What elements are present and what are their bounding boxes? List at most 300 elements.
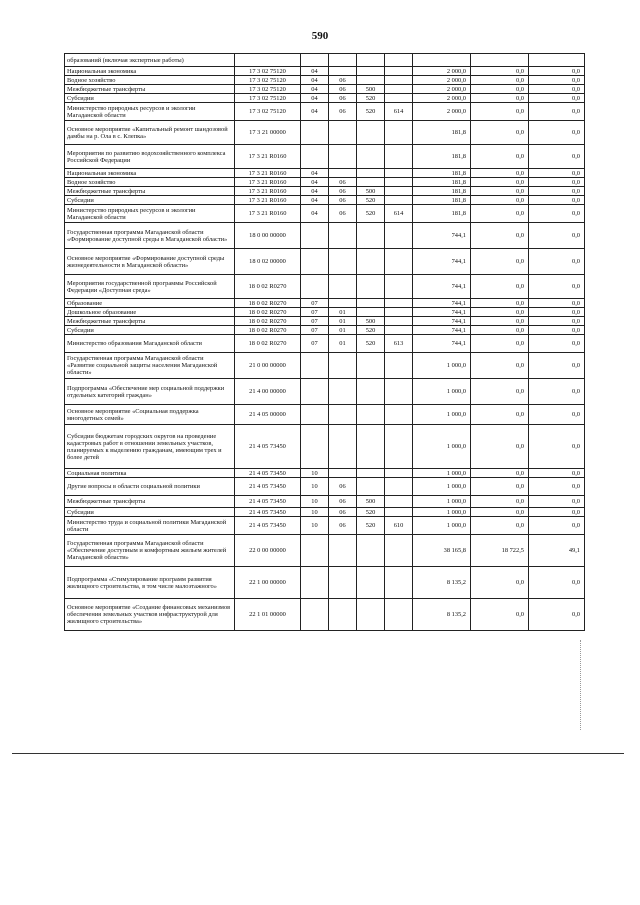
row-amount-other: 0,0 (529, 67, 585, 76)
row-name: Национальная экономика (65, 169, 235, 178)
row-expense-type (357, 469, 385, 478)
table-row (65, 145, 585, 169)
row-target-code: 18 0 02 R0270 (235, 317, 301, 326)
row-amount-total: 2 000,0 (413, 85, 471, 94)
row-amount-federal: 0,0 (471, 121, 529, 145)
row-administrator (385, 85, 413, 94)
row-administrator (385, 469, 413, 478)
row-administrator (385, 196, 413, 205)
row-amount-other: 0,0 (529, 379, 585, 405)
table-row (65, 379, 585, 405)
row-amount-total: 744,1 (413, 335, 471, 353)
row-amount-federal: 0,0 (471, 425, 529, 469)
table-row (65, 599, 585, 631)
row-amount-other: 0,0 (529, 478, 585, 496)
row-amount-total: 1 000,0 (413, 379, 471, 405)
row-amount-total: 744,1 (413, 223, 471, 249)
row-administrator (385, 599, 413, 631)
table-row (65, 317, 585, 326)
row-administrator (385, 326, 413, 335)
row-amount-federal: 0,0 (471, 169, 529, 178)
row-target-code: 17 3 21 R0160 (235, 169, 301, 178)
table-row (65, 326, 585, 335)
row-amount-federal: 0,0 (471, 326, 529, 335)
row-section: 04 (301, 205, 329, 223)
table-row (65, 405, 585, 425)
row-name: Субсидии (65, 94, 235, 103)
row-amount-federal: 18 722,5 (471, 535, 529, 567)
table-row (65, 275, 585, 299)
row-administrator (385, 425, 413, 469)
table-row (65, 353, 585, 379)
row-subsection (329, 379, 357, 405)
row-subsection (329, 275, 357, 299)
row-target-code: 18 0 00 00000 (235, 223, 301, 249)
row-expense-type: 500 (357, 496, 385, 508)
row-subsection: 01 (329, 326, 357, 335)
row-section: 10 (301, 496, 329, 508)
row-amount-federal: 0,0 (471, 469, 529, 478)
row-amount-total: 1 000,0 (413, 478, 471, 496)
row-amount-federal: 0,0 (471, 405, 529, 425)
row-name: Межбюджетные трансферты (65, 317, 235, 326)
row-amount-total: 744,1 (413, 249, 471, 275)
table-row (65, 94, 585, 103)
row-amount-federal: 0,0 (471, 76, 529, 85)
row-subsection: 06 (329, 205, 357, 223)
budget-table-body (65, 54, 585, 631)
row-administrator: 610 (385, 517, 413, 535)
row-amount-other: 0,0 (529, 169, 585, 178)
row-amount-total: 181,8 (413, 145, 471, 169)
row-section: 04 (301, 76, 329, 85)
row-subsection: 06 (329, 508, 357, 517)
row-expense-type (357, 299, 385, 308)
row-expense-type (357, 379, 385, 405)
table-row (65, 535, 585, 567)
row-administrator (385, 249, 413, 275)
row-expense-type: 520 (357, 517, 385, 535)
row-expense-type (357, 308, 385, 317)
row-target-code: 17 3 21 R0160 (235, 196, 301, 205)
row-amount-other: 0,0 (529, 103, 585, 121)
row-name: Подпрограмма «Стимулирование программ развития жилищного строительства, в том числе малоэтажного» (65, 567, 235, 599)
row-subsection (329, 405, 357, 425)
row-name: Министерство природных ресурсов и экологии Магаданской области (65, 103, 235, 121)
row-amount-total: 8 135,2 (413, 567, 471, 599)
row-amount-total: 1 000,0 (413, 469, 471, 478)
row-section (301, 54, 329, 67)
row-subsection (329, 121, 357, 145)
row-amount-federal: 0,0 (471, 496, 529, 508)
row-amount-total: 1 000,0 (413, 508, 471, 517)
row-administrator (385, 275, 413, 299)
row-name: Мероприятия государственной программы Российской Федерации «Доступная среда» (65, 275, 235, 299)
row-section (301, 121, 329, 145)
row-name: Межбюджетные трансферты (65, 496, 235, 508)
row-amount-other: 0,0 (529, 187, 585, 196)
table-row (65, 205, 585, 223)
row-name: Субсидии (65, 508, 235, 517)
row-section: 10 (301, 478, 329, 496)
row-amount-other: 0,0 (529, 223, 585, 249)
row-section: 04 (301, 103, 329, 121)
row-section (301, 223, 329, 249)
row-subsection (329, 249, 357, 275)
row-target-code: 21 4 05 73450 (235, 508, 301, 517)
row-target-code: 17 3 02 75120 (235, 85, 301, 94)
row-section (301, 405, 329, 425)
row-target-code: 18 0 02 R0270 (235, 335, 301, 353)
row-amount-federal: 0,0 (471, 178, 529, 187)
table-row (65, 496, 585, 508)
row-amount-total: 1 000,0 (413, 425, 471, 469)
row-expense-type: 520 (357, 508, 385, 517)
row-expense-type: 520 (357, 94, 385, 103)
row-amount-federal: 0,0 (471, 308, 529, 317)
row-amount-other: 0,0 (529, 317, 585, 326)
row-name: Образование (65, 299, 235, 308)
row-expense-type: 520 (357, 326, 385, 335)
row-section: 07 (301, 335, 329, 353)
table-row (65, 308, 585, 317)
row-amount-federal: 0,0 (471, 145, 529, 169)
row-subsection (329, 67, 357, 76)
row-name: Государственная программа Магаданской области «Развитие социальной защиты населения Магаданской области» (65, 353, 235, 379)
row-amount-total: 1 000,0 (413, 353, 471, 379)
row-target-code: 17 3 21 R0160 (235, 145, 301, 169)
row-section: 07 (301, 308, 329, 317)
row-subsection: 06 (329, 517, 357, 535)
row-expense-type (357, 405, 385, 425)
row-name: Мероприятия по развитию водохозяйственного комплекса Российской Федерации (65, 145, 235, 169)
row-target-code: 17 3 21 R0160 (235, 187, 301, 196)
row-name: Дошкольное образование (65, 308, 235, 317)
row-administrator (385, 121, 413, 145)
row-amount-total: 1 000,0 (413, 517, 471, 535)
row-administrator (385, 76, 413, 85)
row-amount-federal: 0,0 (471, 299, 529, 308)
table-row (65, 169, 585, 178)
row-amount-other: 0,0 (529, 308, 585, 317)
row-amount-other: 0,0 (529, 299, 585, 308)
row-section: 04 (301, 85, 329, 94)
row-name: Министерство природных ресурсов и экологии Магаданской области (65, 205, 235, 223)
row-expense-type (357, 275, 385, 299)
row-administrator (385, 169, 413, 178)
row-name: Министерство труда и социальной политики Магаданской области (65, 517, 235, 535)
row-subsection: 06 (329, 103, 357, 121)
row-subsection: 06 (329, 94, 357, 103)
row-section: 04 (301, 178, 329, 187)
row-amount-federal: 0,0 (471, 67, 529, 76)
row-target-code: 18 0 02 R0270 (235, 326, 301, 335)
row-amount-total: 181,8 (413, 187, 471, 196)
row-amount-federal: 0,0 (471, 85, 529, 94)
row-subsection (329, 169, 357, 178)
row-section (301, 535, 329, 567)
row-amount-federal: 0,0 (471, 478, 529, 496)
row-administrator: 613 (385, 335, 413, 353)
row-amount-total: 8 135,2 (413, 599, 471, 631)
row-name: образований (включая экспертные работы) (65, 54, 235, 67)
row-administrator (385, 308, 413, 317)
row-target-code: 22 1 00 00000 (235, 567, 301, 599)
row-amount-other: 0,0 (529, 517, 585, 535)
row-amount-total: 2 000,0 (413, 94, 471, 103)
row-amount-other: 0,0 (529, 121, 585, 145)
table-row (65, 508, 585, 517)
row-amount-other: 0,0 (529, 85, 585, 94)
row-expense-type: 500 (357, 85, 385, 94)
row-amount-federal (471, 54, 529, 67)
row-section (301, 353, 329, 379)
row-name: Водное хозяйство (65, 178, 235, 187)
row-subsection: 06 (329, 76, 357, 85)
row-name: Водное хозяйство (65, 76, 235, 85)
row-name: Основное мероприятие «Создание финансовых механизмов обеспечения земельных участков инфраструктурой для жилищного строительства» (65, 599, 235, 631)
row-name: Основное мероприятие «Социальная поддержка многодетных семей» (65, 405, 235, 425)
row-subsection: 01 (329, 308, 357, 317)
table-row (65, 299, 585, 308)
table-row (65, 196, 585, 205)
table-row (65, 223, 585, 249)
row-amount-federal: 0,0 (471, 517, 529, 535)
row-amount-other: 0,0 (529, 76, 585, 85)
row-amount-other: 0,0 (529, 599, 585, 631)
row-administrator (385, 353, 413, 379)
table-row (65, 76, 585, 85)
row-amount-other: 49,1 (529, 535, 585, 567)
row-amount-total: 38 165,8 (413, 535, 471, 567)
row-amount-federal: 0,0 (471, 249, 529, 275)
row-amount-other: 0,0 (529, 94, 585, 103)
row-amount-federal: 0,0 (471, 103, 529, 121)
row-administrator (385, 178, 413, 187)
row-section: 07 (301, 326, 329, 335)
row-expense-type (357, 249, 385, 275)
row-subsection (329, 299, 357, 308)
row-amount-total: 744,1 (413, 317, 471, 326)
row-target-code: 22 1 01 00000 (235, 599, 301, 631)
row-amount-federal: 0,0 (471, 379, 529, 405)
row-name: Межбюджетные трансферты (65, 85, 235, 94)
row-subsection: 06 (329, 196, 357, 205)
table-row (65, 335, 585, 353)
row-name: Государственная программа Магаданской области «Обеспечение доступным и комфортным жильем жителей Магаданской области» (65, 535, 235, 567)
row-amount-other: 0,0 (529, 405, 585, 425)
table-row (65, 469, 585, 478)
row-administrator (385, 508, 413, 517)
budget-table (64, 53, 585, 631)
row-section (301, 599, 329, 631)
row-expense-type (357, 178, 385, 187)
row-expense-type: 500 (357, 187, 385, 196)
row-section (301, 425, 329, 469)
row-name: Субсидии бюджетам городских округов на проведение кадастровых работ в отношении земельных участков, планируемых к выделению гражданам, имеющим трех и более детей (65, 425, 235, 469)
row-amount-federal: 0,0 (471, 223, 529, 249)
row-amount-federal: 0,0 (471, 353, 529, 379)
row-section: 10 (301, 517, 329, 535)
row-subsection (329, 54, 357, 67)
row-amount-total: 744,1 (413, 275, 471, 299)
row-section (301, 379, 329, 405)
row-administrator (385, 496, 413, 508)
row-subsection (329, 567, 357, 599)
row-administrator (385, 145, 413, 169)
row-subsection (329, 353, 357, 379)
row-amount-other: 0,0 (529, 469, 585, 478)
row-name: Основное мероприятие «Формирование доступной среды жизнедеятельности в Магаданской области» (65, 249, 235, 275)
row-amount-other: 0,0 (529, 205, 585, 223)
row-amount-federal: 0,0 (471, 508, 529, 517)
row-target-code: 21 0 00 00000 (235, 353, 301, 379)
row-target-code: 21 4 05 73450 (235, 478, 301, 496)
row-subsection (329, 599, 357, 631)
row-amount-total: 181,8 (413, 178, 471, 187)
row-subsection: 06 (329, 187, 357, 196)
row-expense-type: 520 (357, 335, 385, 353)
table-row (65, 67, 585, 76)
row-amount-other: 0,0 (529, 326, 585, 335)
row-section: 07 (301, 317, 329, 326)
row-section: 04 (301, 196, 329, 205)
row-name: Подпрограмма «Обеспечение мер социальной поддержки отдельных категорий граждан» (65, 379, 235, 405)
row-administrator (385, 299, 413, 308)
row-administrator (385, 67, 413, 76)
row-amount-total: 1 000,0 (413, 405, 471, 425)
row-administrator (385, 405, 413, 425)
row-amount-total: 181,8 (413, 196, 471, 205)
row-administrator (385, 478, 413, 496)
row-amount-federal: 0,0 (471, 187, 529, 196)
row-target-code: 22 0 00 00000 (235, 535, 301, 567)
row-expense-type (357, 478, 385, 496)
row-target-code: 21 4 00 00000 (235, 379, 301, 405)
row-amount-total: 181,8 (413, 169, 471, 178)
table-row (65, 425, 585, 469)
row-name: Субсидии (65, 326, 235, 335)
row-target-code: 17 3 21 R0160 (235, 178, 301, 187)
row-amount-total: 2 000,0 (413, 76, 471, 85)
row-target-code: 21 4 05 73450 (235, 496, 301, 508)
row-target-code: 17 3 21 00000 (235, 121, 301, 145)
row-expense-type (357, 567, 385, 599)
row-target-code: 17 3 02 75120 (235, 94, 301, 103)
row-amount-federal: 0,0 (471, 94, 529, 103)
row-amount-total: 181,8 (413, 205, 471, 223)
row-expense-type (357, 223, 385, 249)
table-row (65, 249, 585, 275)
row-target-code: 21 4 05 00000 (235, 405, 301, 425)
row-target-code: 18 0 02 R0270 (235, 299, 301, 308)
row-subsection: 06 (329, 496, 357, 508)
row-target-code: 17 3 02 75120 (235, 67, 301, 76)
row-name: Субсидии (65, 196, 235, 205)
row-administrator (385, 94, 413, 103)
row-amount-total: 2 000,0 (413, 67, 471, 76)
table-row (65, 187, 585, 196)
table-row (65, 85, 585, 94)
row-amount-total (413, 54, 471, 67)
row-administrator (385, 54, 413, 67)
row-expense-type (357, 145, 385, 169)
page-number: 590 (311, 30, 329, 42)
row-expense-type (357, 121, 385, 145)
row-subsection (329, 145, 357, 169)
row-name: Социальная политика (65, 469, 235, 478)
row-administrator (385, 535, 413, 567)
row-name: Другие вопросы в области социальной политики (65, 478, 235, 496)
row-expense-type (357, 425, 385, 469)
row-amount-other (529, 54, 585, 67)
row-amount-other: 0,0 (529, 145, 585, 169)
row-administrator (385, 223, 413, 249)
row-section: 10 (301, 469, 329, 478)
row-target-code: 21 4 05 73450 (235, 425, 301, 469)
row-expense-type (357, 67, 385, 76)
row-target-code (235, 54, 301, 67)
row-subsection (329, 535, 357, 567)
row-section: 10 (301, 508, 329, 517)
row-amount-other: 0,0 (529, 508, 585, 517)
row-administrator: 614 (385, 205, 413, 223)
row-subsection: 06 (329, 85, 357, 94)
row-target-code: 18 0 02 R0270 (235, 308, 301, 317)
row-subsection (329, 469, 357, 478)
row-target-code: 17 3 02 75120 (235, 76, 301, 85)
row-amount-other: 0,0 (529, 335, 585, 353)
row-amount-federal: 0,0 (471, 567, 529, 599)
row-amount-federal: 0,0 (471, 317, 529, 326)
table-row (65, 121, 585, 145)
row-amount-federal: 0,0 (471, 335, 529, 353)
row-administrator (385, 567, 413, 599)
table-row (65, 103, 585, 121)
row-amount-total: 744,1 (413, 326, 471, 335)
row-section: 07 (301, 299, 329, 308)
table-row (65, 567, 585, 599)
row-expense-type (357, 353, 385, 379)
row-name: Основное мероприятие «Капитальный ремонт шандозовой дамбы на р. Ола в с. Клепка» (65, 121, 235, 145)
table-row (65, 517, 585, 535)
row-target-code: 17 3 02 75120 (235, 103, 301, 121)
row-expense-type (357, 599, 385, 631)
row-subsection: 06 (329, 478, 357, 496)
row-amount-other: 0,0 (529, 249, 585, 275)
row-section (301, 145, 329, 169)
row-expense-type (357, 535, 385, 567)
row-subsection (329, 223, 357, 249)
row-target-code: 21 4 05 73450 (235, 517, 301, 535)
footer-rule (12, 753, 624, 754)
row-expense-type: 520 (357, 196, 385, 205)
row-administrator (385, 187, 413, 196)
row-amount-other: 0,0 (529, 178, 585, 187)
row-amount-other: 0,0 (529, 425, 585, 469)
row-amount-federal: 0,0 (471, 205, 529, 223)
row-name: Министерство образования Магаданской области (65, 335, 235, 353)
row-subsection: 01 (329, 335, 357, 353)
row-administrator (385, 317, 413, 326)
row-section: 04 (301, 187, 329, 196)
row-target-code: 18 0 02 00000 (235, 249, 301, 275)
row-amount-other: 0,0 (529, 567, 585, 599)
row-administrator: 614 (385, 103, 413, 121)
row-expense-type (357, 76, 385, 85)
row-amount-total: 1 000,0 (413, 496, 471, 508)
row-subsection (329, 425, 357, 469)
